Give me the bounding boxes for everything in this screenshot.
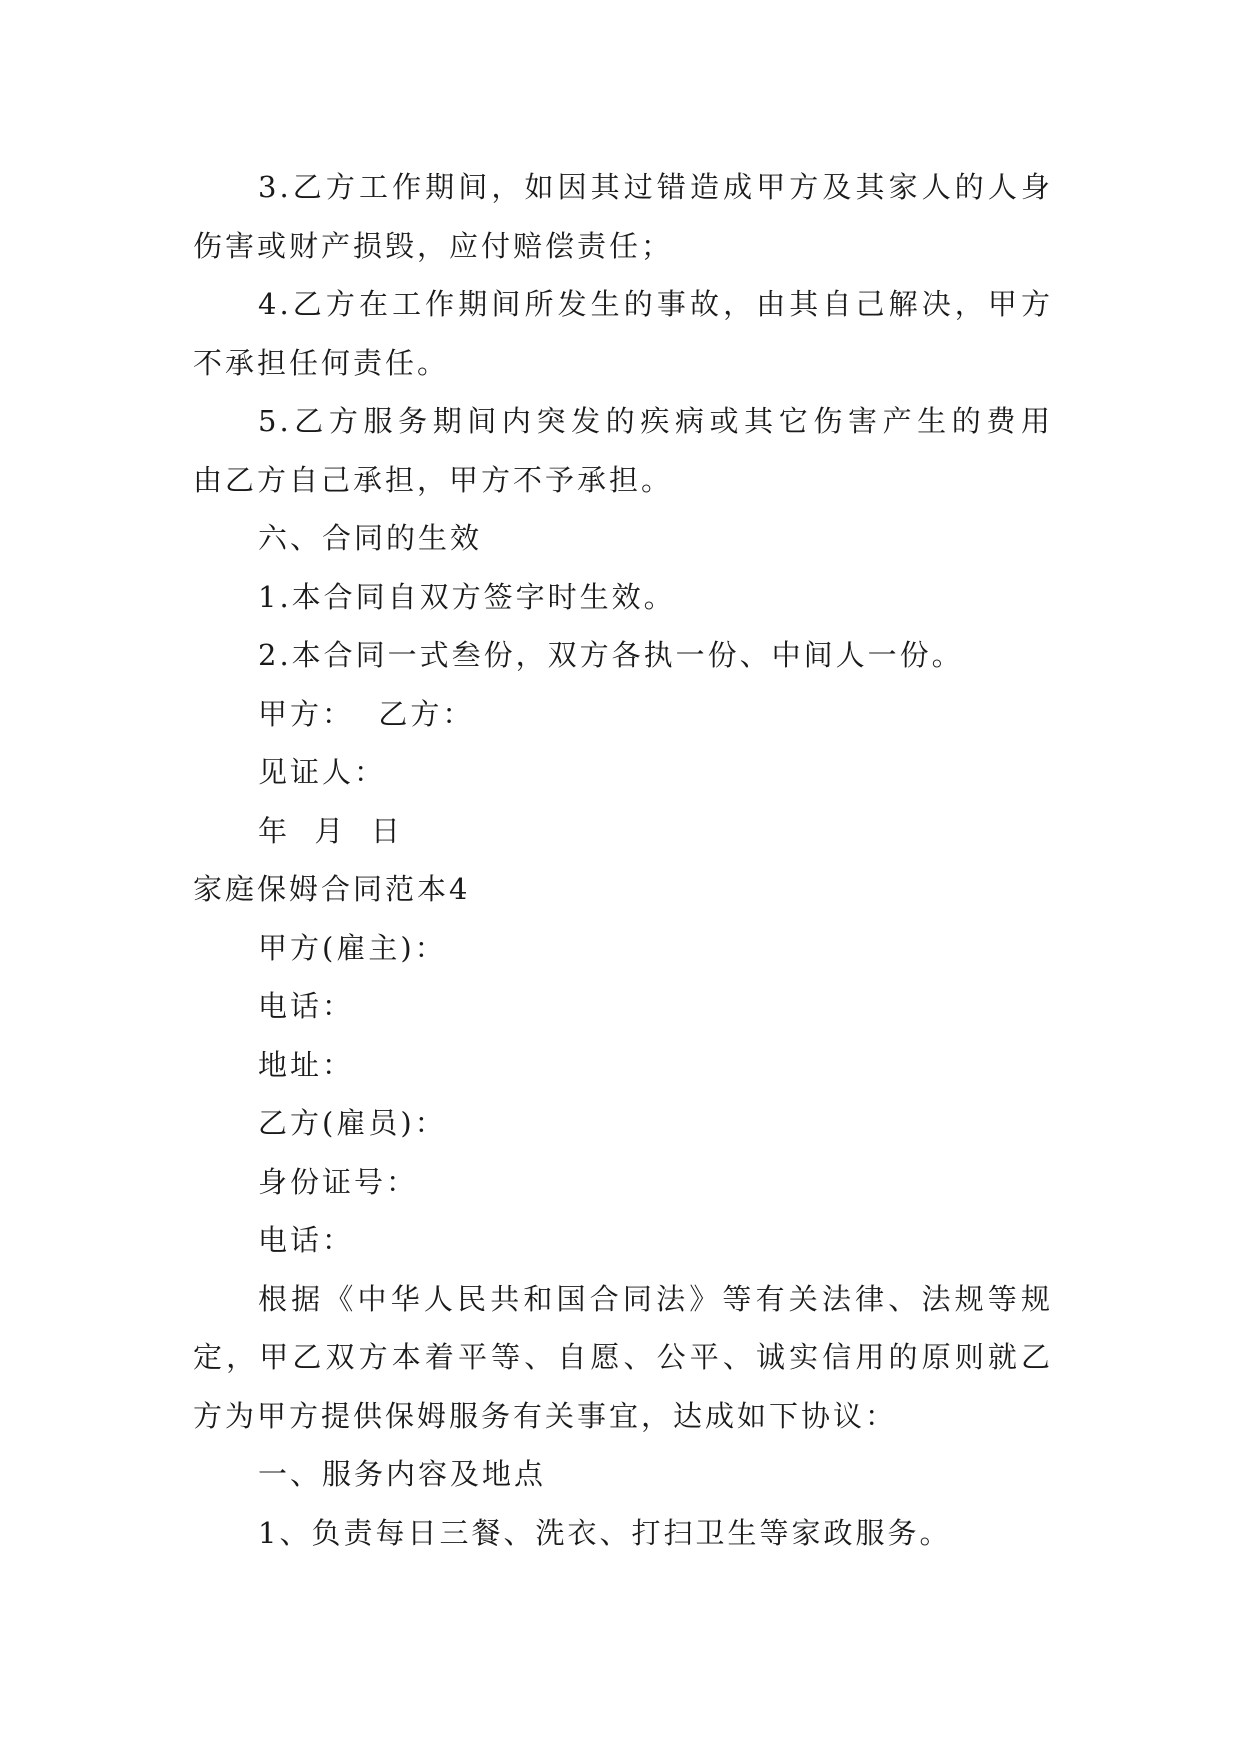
party-b-phone-field: 电话： <box>258 1223 355 1257</box>
services-clause-1: 1、负责每日三餐、洗衣、打扫卫生等家政服务。 <box>258 1515 952 1550</box>
preamble-line-2: 定，甲乙双方本着平等、自愿、公平、诚实信用的原则就乙 <box>193 1340 1053 1374</box>
preamble-line-3: 方为甲方提供保姆服务有关事宜，达成如下协议： <box>193 1398 898 1433</box>
section-heading-effect: 六、合同的生效 <box>258 521 483 555</box>
section-heading-services: 一、服务内容及地点 <box>258 1457 547 1491</box>
document-body <box>193 158 1053 1562</box>
clause-3-line-1: 3.乙方工作期间，如因其过错造成甲方及其家人的人身 <box>258 170 1053 204</box>
signature-witness: 见证人： <box>258 755 387 789</box>
party-a-field: 甲方(雇主)： <box>258 930 447 965</box>
effect-clause-2: 2.本合同一式叁份，双方各执一份、中间人一份。 <box>258 638 964 672</box>
clause-4-line-2: 不承担任何责任。 <box>193 345 450 380</box>
signature-parties: 甲方： 乙方： <box>258 696 475 731</box>
clause-5-line-2: 由乙方自己承担，甲方不予承担。 <box>193 462 674 497</box>
clause-5-line-1: 5.乙方服务期间内突发的疾病或其它伤害产生的费用 <box>258 404 1053 438</box>
party-b-id-field: 身份证号： <box>258 1164 419 1199</box>
party-b-field: 乙方(雇员)： <box>258 1106 447 1140</box>
clause-3-line-2: 伤害或财产损毁，应付赔偿责任； <box>193 228 674 263</box>
preamble-line-1: 根据《中华人民共和国合同法》等有关法律、法规等规 <box>258 1281 1053 1316</box>
signature-date: 年 月 日 <box>258 813 403 848</box>
party-a-address-field: 地址： <box>258 1047 355 1082</box>
effect-clause-1: 1.本合同自双方签字时生效。 <box>258 579 676 614</box>
contract-title: 家庭保姆合同范本4 <box>193 872 471 906</box>
party-a-phone-field: 电话： <box>258 989 355 1023</box>
clause-4-line-1: 4.乙方在工作期间所发生的事故，由其自己解决，甲方 <box>258 287 1053 321</box>
